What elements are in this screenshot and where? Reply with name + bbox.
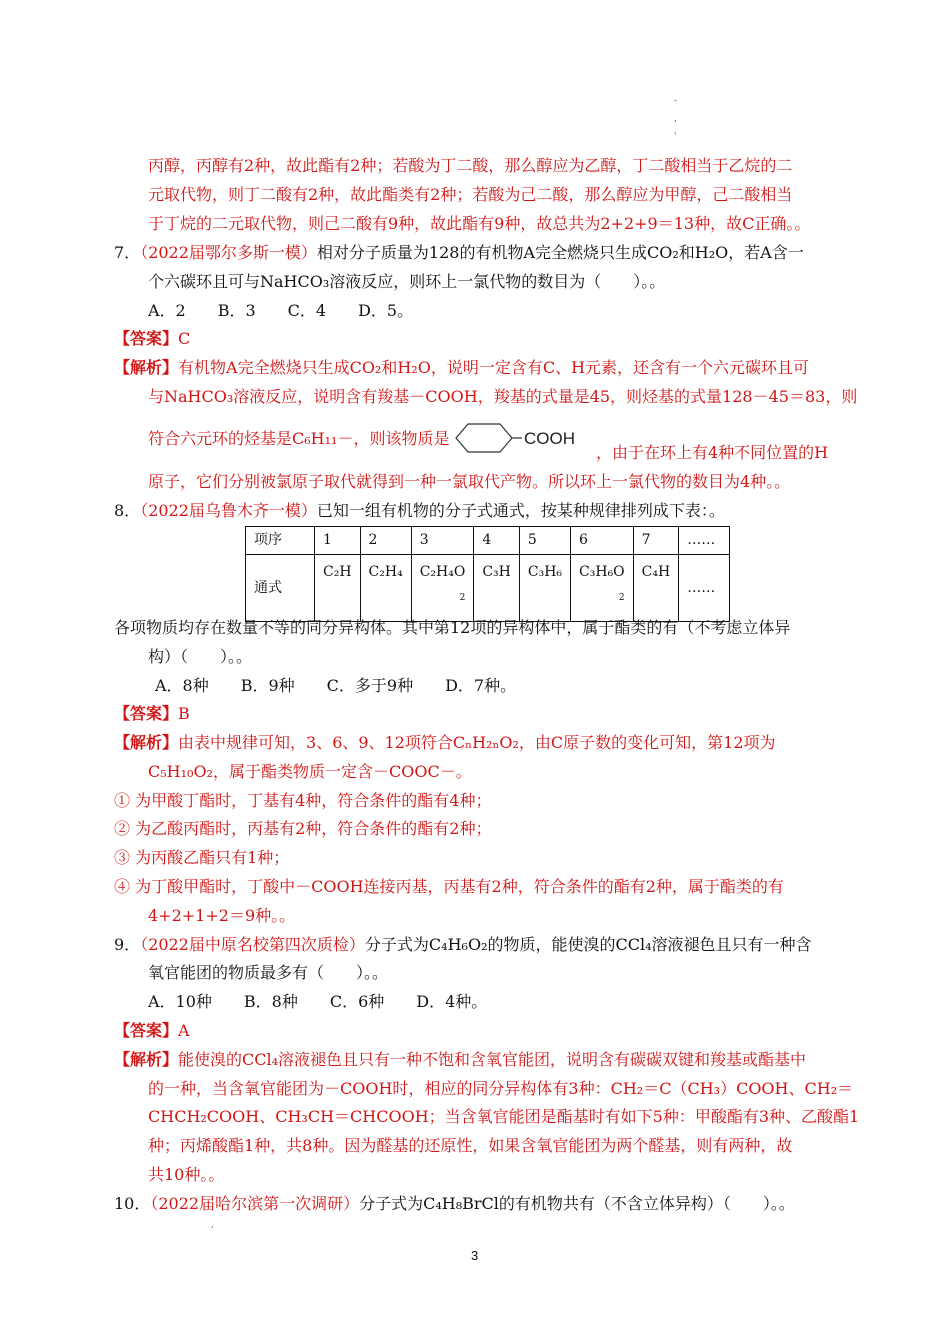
answer-value: C: [178, 329, 191, 348]
table-cell: C₂H: [315, 555, 361, 622]
table-cell: 3: [411, 527, 474, 555]
question-number: 8．: [114, 501, 141, 520]
question-8-answer: [114, 703, 190, 725]
analysis-line: 符合六元环的烃基是C₆H₁₁－，则该物质是: [148, 429, 450, 448]
analysis-list-item: ④ 为丁酸甲酯时，丁酸中－COOH连接丙基，丙基有2种，符合条件的酯有2种，属于酯类的有: [114, 877, 784, 896]
table-cell: 2: [360, 527, 411, 555]
question-8-analysis: [114, 732, 776, 754]
question-source: （2022届哈尔滨第一次调研）: [150, 1194, 360, 1213]
answer-tag: 【答案】: [114, 1021, 179, 1040]
table-cell: ……: [679, 555, 730, 622]
table-cell: C₃H₆: [519, 555, 570, 622]
table-cell: [571, 555, 634, 622]
margin-mark: ,: [211, 1220, 214, 1230]
analysis-line: CHCH₂COOH、CH₃CH＝CHCOOH；当含氧官能团是酯基时有如下5种：甲酸酯有3种、乙酸酯1: [148, 1107, 860, 1126]
table-cell: C₂H₄: [360, 555, 411, 622]
question-7-stem-2: 个六碳环且可与NaHCO₃溶液反应，则环上一氯代物的数目为（ ）。。: [148, 272, 666, 291]
table-cell: 1: [315, 527, 361, 555]
analysis-line: ，由于在环上有4种不同位置的H: [596, 443, 829, 462]
table-row: [246, 555, 730, 622]
question-8-text: 构）（ ）。。: [148, 647, 253, 666]
answer-tag: 【答案】: [114, 329, 179, 348]
margin-mark: -: [674, 96, 678, 106]
question-7-answer: [114, 328, 190, 350]
question-7-analysis: [114, 357, 809, 379]
analysis-line: 的一种，当含氧官能团为－COOH时，相应的同分异构体有3种：CH₂＝C（CH₃）COOH、CH₂＝: [148, 1079, 854, 1098]
question-8-stem: [114, 500, 725, 522]
analysis-line: 与NaHCO₃溶液反应，说明含有羧基－COOH，羧基的式量是45，则烃基的式量128－45＝83，则: [148, 387, 858, 406]
question-9-options: A．10种 B．8种 C．6种 D．4种。: [148, 992, 488, 1011]
question-number: 7．: [114, 243, 141, 262]
table-cell: C₃H: [474, 555, 520, 622]
analysis-text: 能使溴的CCl₄溶液褪色且只有一种不饱和含氧官能团，说明含有碳碳双键和羧基或酯基中: [178, 1050, 807, 1069]
stem-text: 分子式为C₄H₈BrCl的有机物共有（不含立体异构）（ ）。。: [359, 1194, 795, 1213]
table-cell: 7: [633, 527, 679, 555]
analysis-line: 种；丙烯酸酯1种，共8种。因为醛基的还原性，如果含氧官能团为两个醛基，则有两种，故: [148, 1136, 793, 1155]
question-source: （2022届鄂尔多斯一模）: [140, 243, 317, 262]
table-cell: ……: [679, 527, 730, 555]
table-cell: [411, 555, 474, 622]
question-source: （2022届乌鲁木齐一模）: [140, 501, 317, 520]
table-row: [246, 527, 730, 555]
q6-analysis-line: 于丁烷的二元取代物，则己二酸有9种，故此酯有9种，故总共为2+2+9＝13种，故C正确。。: [148, 214, 811, 233]
cooh-label: COOH: [524, 429, 575, 448]
table-cell: 4: [474, 527, 520, 555]
table-cell: 5: [519, 527, 570, 555]
stem-text: 相对分子质量为128的有机物A完全燃烧只生成CO₂和H₂O，若A含一: [316, 243, 804, 262]
hexagon-ring: [456, 424, 512, 452]
cyclohexane-carboxylic-acid-structure: [450, 416, 596, 460]
q6-analysis-line: 丙醇，丙醇有2种，故此酯有2种；若酸为丁二酸，那么醇应为乙醇，丁二酸相当于乙烷的二: [148, 156, 793, 175]
page-number: 3: [471, 1248, 479, 1263]
formula: C₃H₆O: [579, 564, 625, 580]
analysis-text: 由表中规律可知，3、6、9、12项符合CₙH₂ₙO₂，由C原子数的变化可知，第12项为: [178, 733, 776, 752]
analysis-list-item: ③ 为丙酸乙酯只有1种；: [114, 848, 290, 867]
question-9-stem: [114, 934, 812, 956]
formula-table: [245, 526, 730, 622]
analysis-list-item: ② 为乙酸丙酯时，丙基有2种，符合条件的酯有2种；: [114, 819, 492, 838]
answer-value: A: [178, 1021, 190, 1040]
question-9-answer: [114, 1020, 190, 1042]
question-7-stem: [114, 242, 804, 264]
question-number: 10．: [114, 1194, 151, 1213]
analysis-tag: 【解析】: [114, 733, 179, 752]
analysis-tag: 【解析】: [114, 358, 179, 377]
analysis-text: 有机物A完全燃烧只生成CO₂和H₂O，说明一定含有C、H元素，还含有一个六元碳环且可: [178, 358, 810, 377]
question-9-analysis: [114, 1049, 806, 1071]
question-8-text: 各项物质均存在数量不等的同分异构体。其中第12项的异构体中，属于酯类的有（不考虑立体异: [114, 618, 791, 637]
q6-analysis-line: 元取代物，则丁二酸有2种，故此酯类有2种；若酸为己二酸，那么醇应为甲醇，己二酸相当: [148, 185, 793, 204]
formula: C₂H₄O: [419, 564, 466, 580]
analysis-list-item: ① 为甲酸丁酯时，丁基有4种，符合条件的酯有4种；: [114, 791, 492, 810]
formula-subscript: 2: [459, 593, 466, 603]
stem-text: 分子式为C₄H₆O₂的物质，能使溴的CCl₄溶液褪色且只有一种含: [364, 935, 812, 954]
question-7-options: A．2 B．3 C．4 D．5。: [148, 301, 414, 320]
question-number: 9．: [114, 935, 141, 954]
question-10-stem: [114, 1193, 795, 1215]
analysis-line: 共10种。。: [148, 1165, 225, 1184]
question-source: （2022届中原名校第四次质检）: [140, 935, 365, 954]
table-cell: C₄H: [633, 555, 679, 622]
question-8-options: A．8种 B．9种 C．多于9种 D．7种。: [155, 676, 517, 695]
answer-value: B: [178, 704, 190, 723]
margin-mark: ': [674, 132, 677, 142]
analysis-line: 原子，它们分别被氯原子取代就得到一种一氯取代产物。所以环上一氯代物的数目为4种。。: [148, 472, 791, 491]
margin-mark: ,: [674, 114, 677, 124]
analysis-line: 4+2+1+2＝9种。。: [148, 906, 296, 925]
question-9-stem-2: 氧官能团的物质最多有（ ）。。: [148, 963, 389, 982]
answer-tag: 【答案】: [114, 704, 179, 723]
table-cell: 项序: [246, 527, 315, 555]
analysis-line: C₅H₁₀O₂，属于酯类物质一定含－COOC－。: [148, 762, 472, 781]
analysis-tag: 【解析】: [114, 1050, 179, 1069]
stem-text: 已知一组有机物的分子式通式，按某种规律排列成下表：。: [316, 501, 725, 520]
table-cell: 6: [571, 527, 634, 555]
table-cell: 通式: [246, 555, 315, 622]
formula-subscript: 2: [618, 593, 625, 603]
